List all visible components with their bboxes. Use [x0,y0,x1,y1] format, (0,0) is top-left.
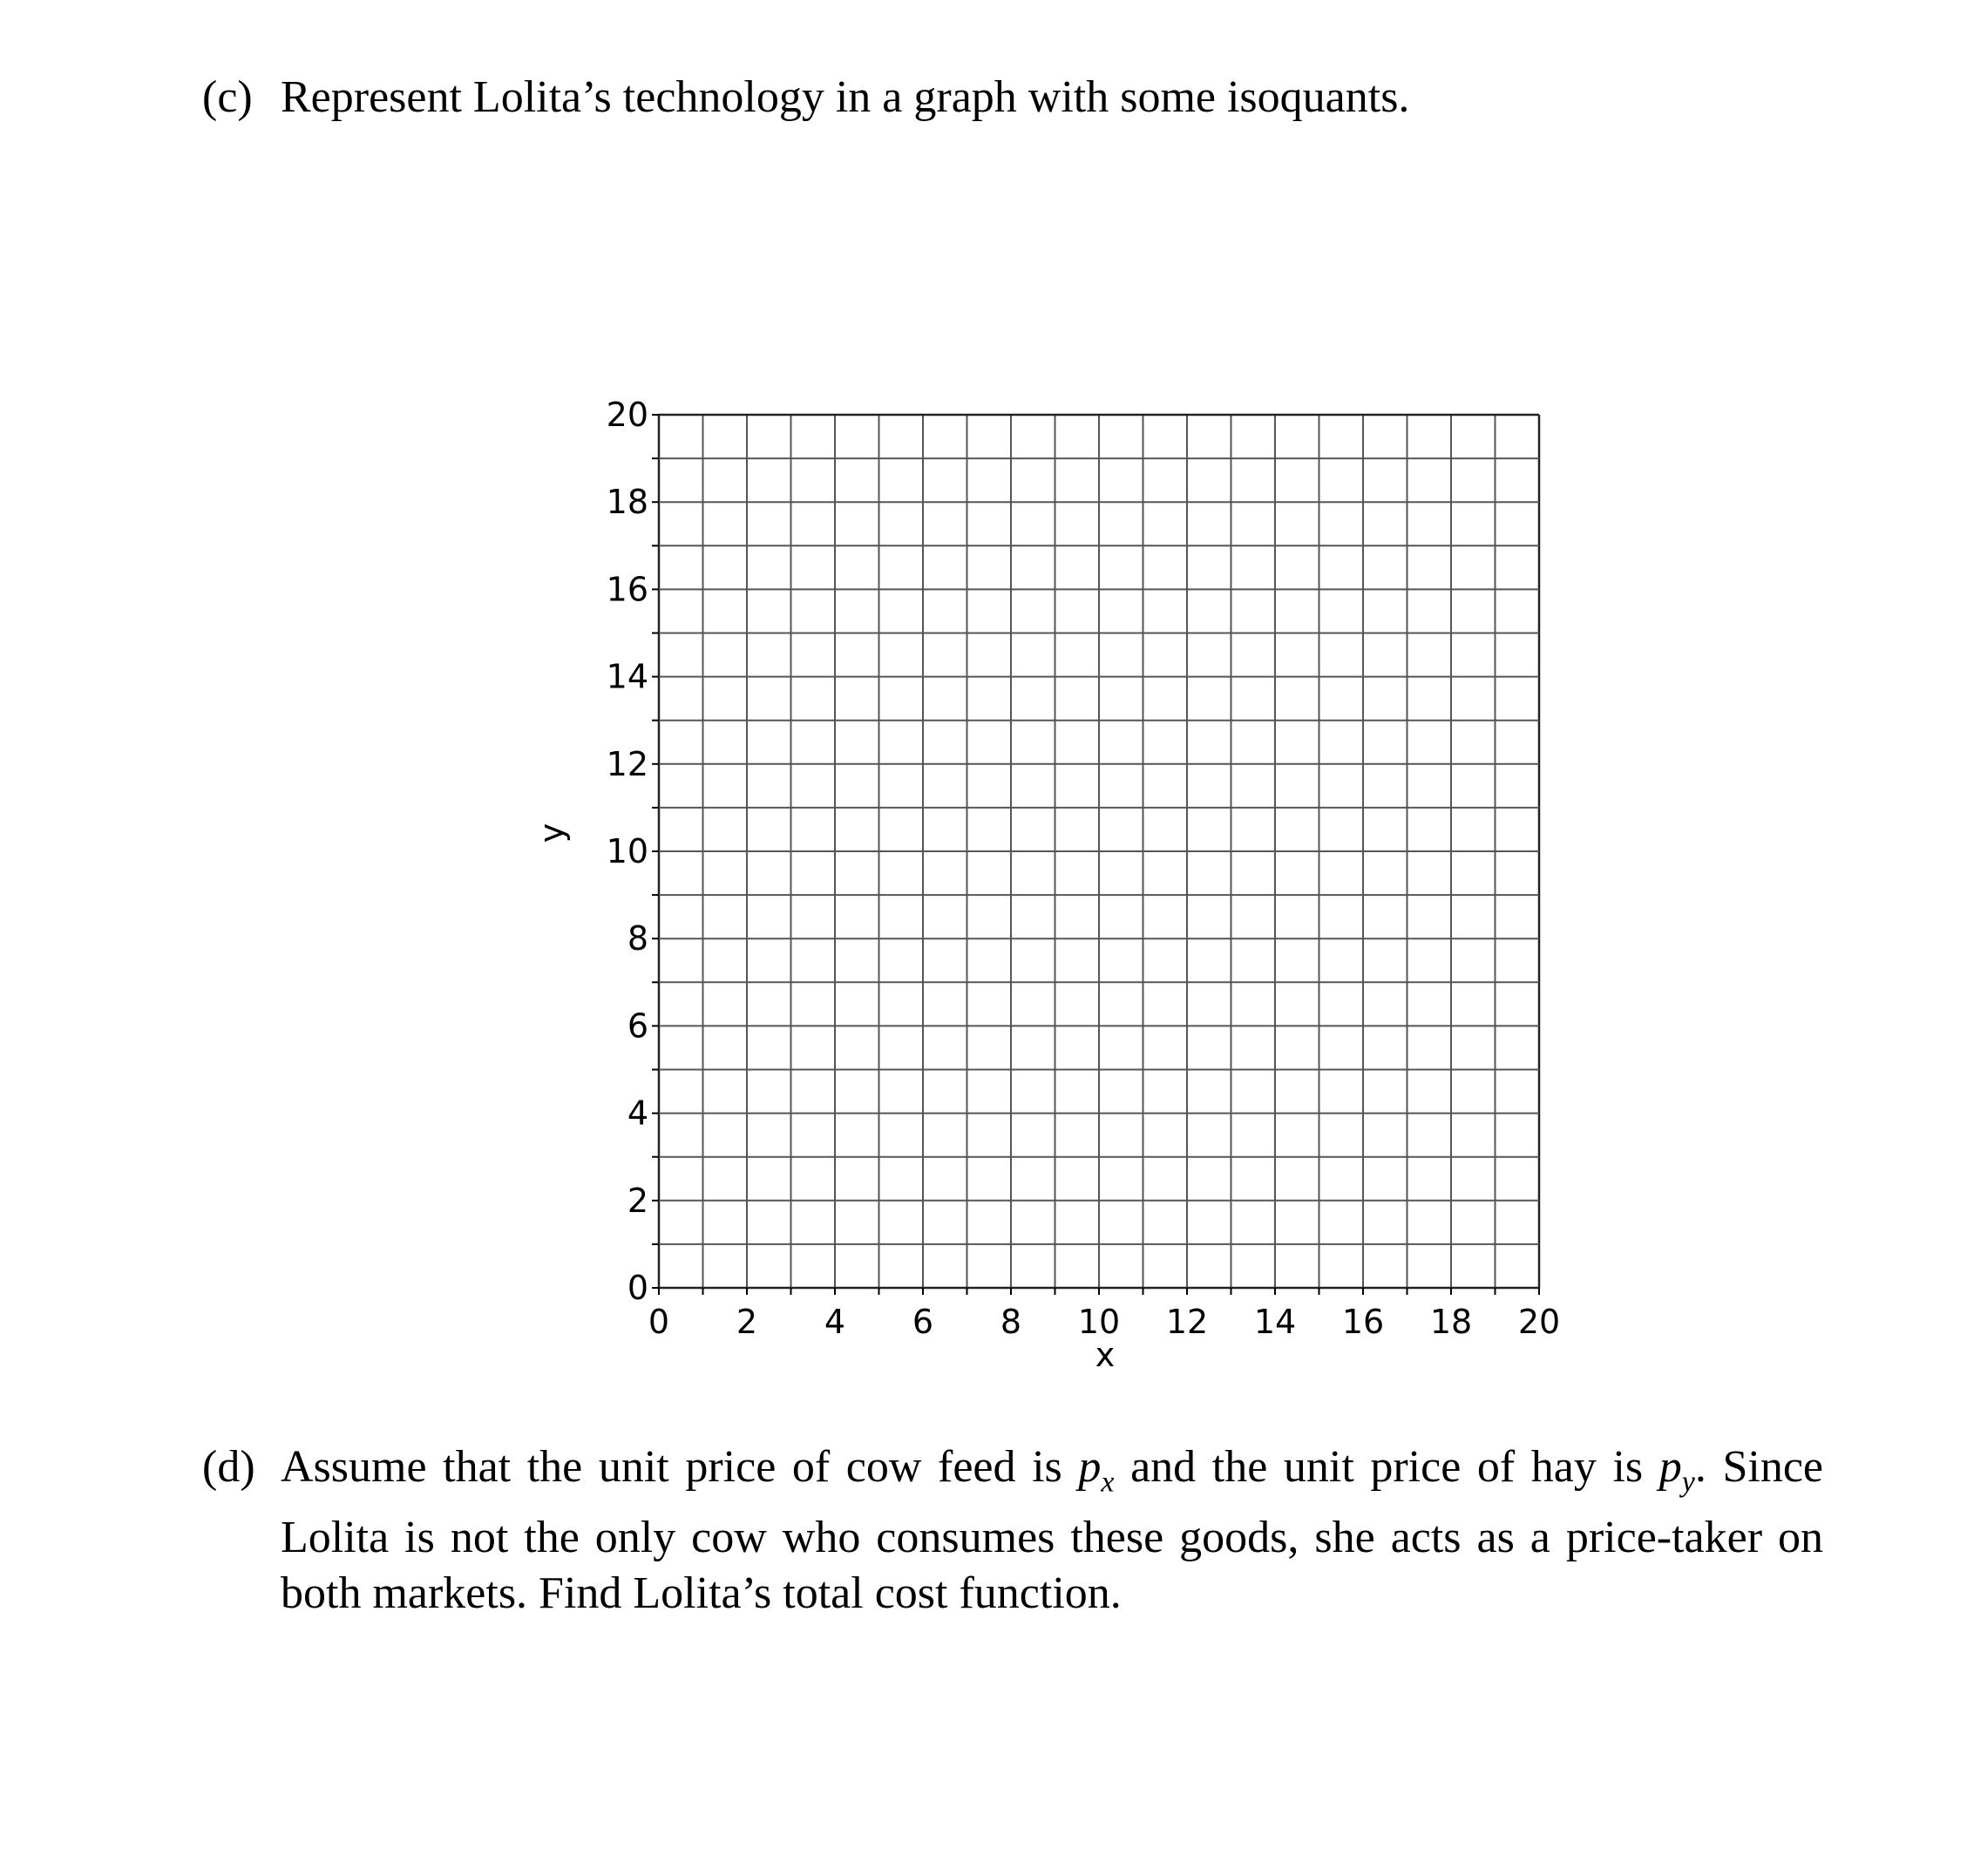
y-tick-label: 10 [606,832,648,870]
text: Assume that the unit price of cow feed is [281,1442,1079,1492]
x-tick-label: 16 [1341,1303,1385,1341]
text: . Since Lolita is not the only cow who consumes these goods, she acts as a price-taker on both markets. Find Lolita’s total cost function. [281,1442,1824,1619]
y-tick-label: 4 [627,1094,648,1133]
x-tick-label: 14 [1253,1303,1297,1341]
text: and the unit price of hay is [1114,1442,1659,1492]
question-d-text [281,1439,1823,1622]
x-tick-label: 12 [1165,1303,1209,1341]
y-tick-label: 2 [627,1181,648,1220]
sub-y: y [1681,1466,1695,1499]
tick-marks [652,415,1539,1295]
x-tick-label: 2 [736,1303,758,1341]
p: p [1078,1442,1102,1492]
question-c-label: (c) [202,72,253,122]
y-tick-label: 20 [606,396,648,434]
y-tick-label: 6 [627,1006,648,1046]
grid-lines [659,415,1539,1288]
y-tick-label: 8 [627,919,648,958]
price-px [1078,1442,1115,1499]
x-axis-label: x [1095,1336,1116,1374]
x-tick-label: 6 [912,1303,934,1341]
x-tick-label: 10 [1077,1303,1121,1341]
x-tick-label: 20 [1517,1303,1561,1341]
y-axis-label: y [532,823,571,843]
x-tick-label: 8 [1000,1303,1022,1341]
x-tick-label: 0 [648,1303,670,1341]
x-tick-label: 4 [824,1303,846,1341]
price-py [1658,1442,1695,1499]
y-tick-label: 18 [606,483,648,522]
sub-x: x [1101,1466,1115,1499]
y-tick-label: 12 [606,744,648,783]
y-tick-label: 16 [606,570,648,609]
y-tick-labels [607,396,648,1307]
y-tick-label: 0 [627,1269,648,1307]
p: p [1658,1442,1682,1492]
y-tick-label: 14 [606,657,648,696]
question-d-label: (d) [202,1442,255,1492]
x-tick-label: 18 [1429,1303,1473,1341]
question-c-text: Represent Lolita’s technology in a graph with some isoquants. [281,72,1410,122]
